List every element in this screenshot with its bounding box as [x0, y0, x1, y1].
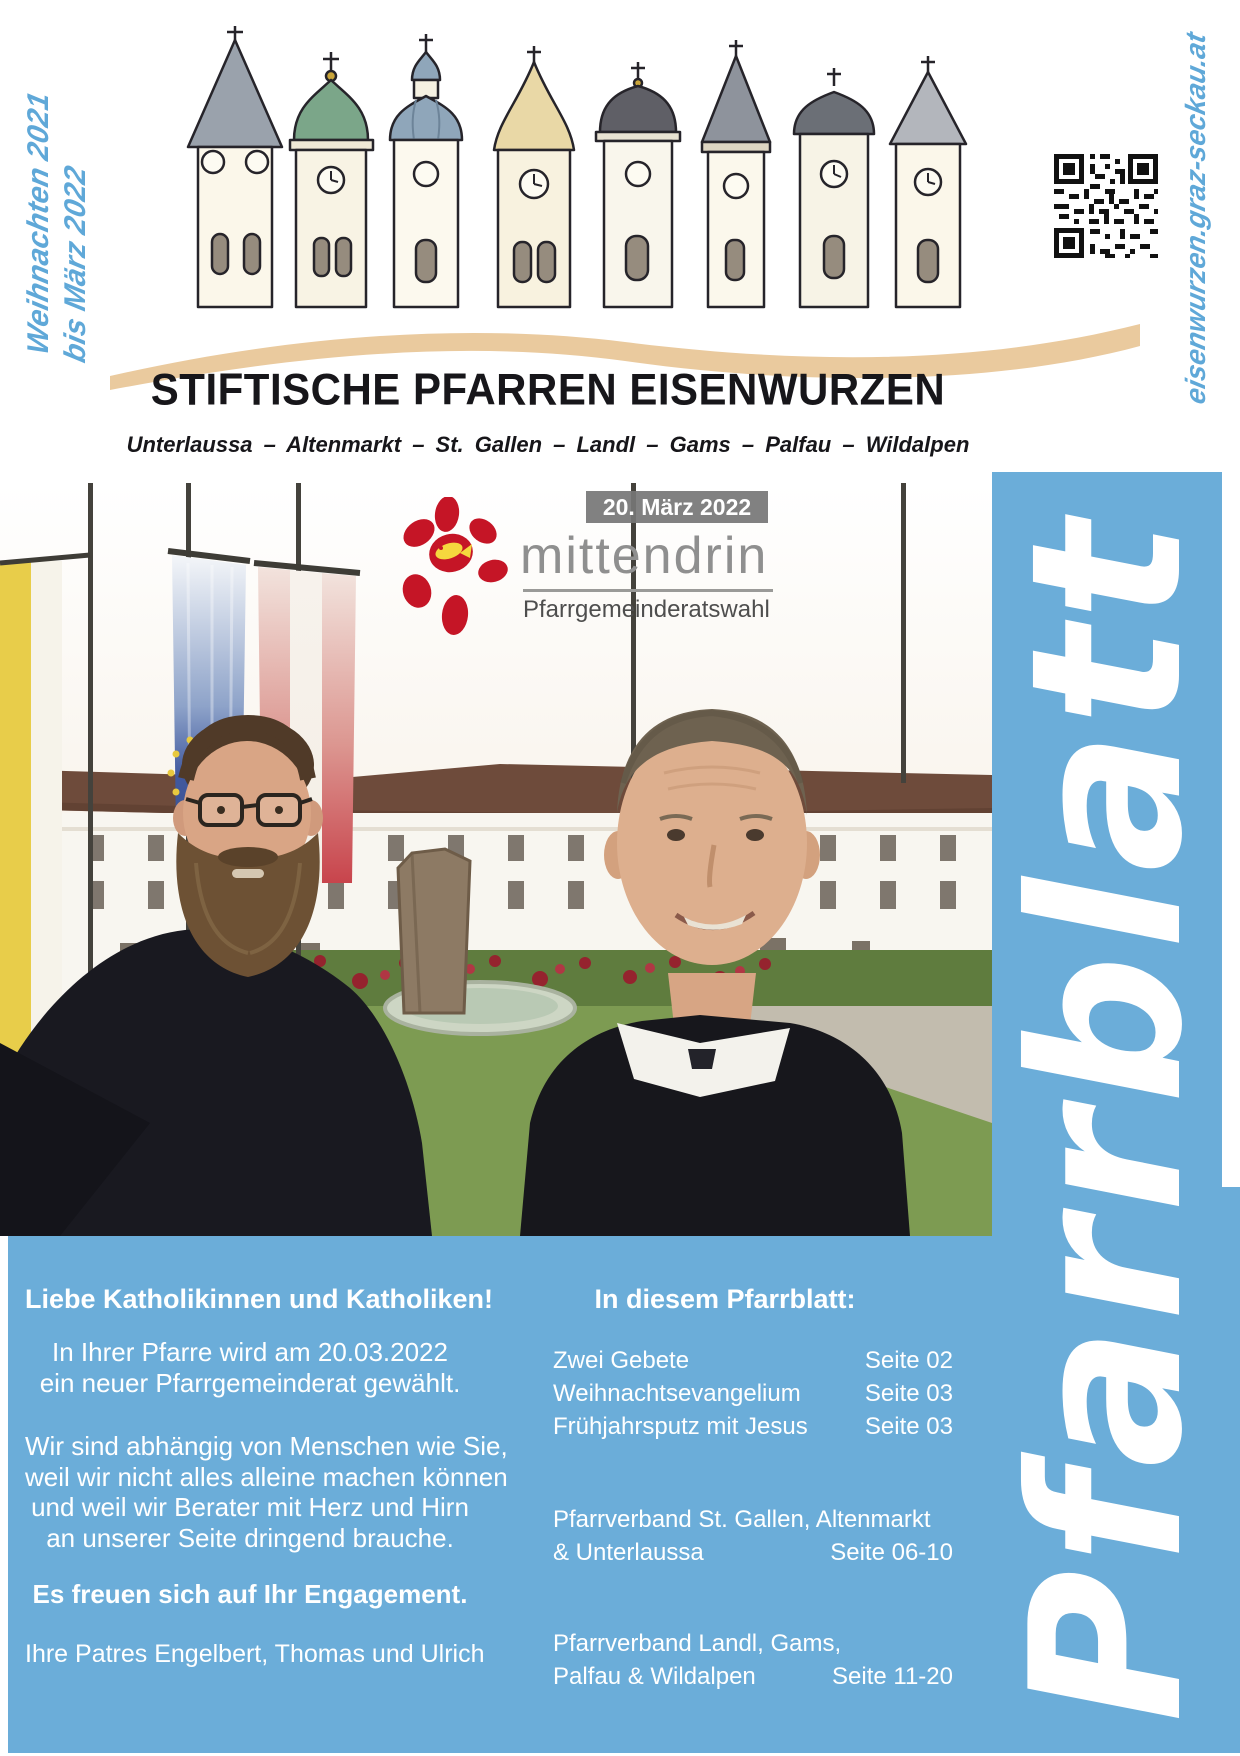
toc-label: Palfau & Wildalpen: [553, 1663, 756, 1690]
website-url: eisenwurzen.graz-seckau.at: [1180, 29, 1211, 407]
letter-signature: Ihre Patres Engelbert, Thomas und Ulrich: [25, 1640, 485, 1668]
edition-line-1: Weihnachten 2021: [22, 89, 55, 358]
toc-page: Seite 11-20: [832, 1663, 953, 1690]
edition-line-2: bis März 2022: [59, 163, 92, 366]
letter-column: [25, 1283, 508, 1669]
toc-heading: In diesem Pfarrblatt:: [594, 1284, 856, 1314]
toc-row: [553, 1627, 953, 1660]
toc-page: Seite 06-10: [830, 1539, 953, 1566]
qr-code: [1048, 148, 1164, 264]
toc-row: [553, 1344, 953, 1377]
logo-underline: [523, 589, 773, 592]
toc-label: Zwei Gebete: [553, 1347, 690, 1374]
toc-page: Seite 02: [864, 1347, 953, 1374]
logo-subline: Pfarrgemeinderatswahl: [523, 596, 770, 623]
letter-line: und weil wir Berater mit Herz und Hirn: [31, 1492, 469, 1522]
masthead-subtitle: Unterlaussa – Altenmarkt – St. Gallen – Landl – Gams – Palfau – Wildalpen: [126, 432, 970, 457]
letter-paragraph-1: [25, 1337, 475, 1399]
toc-row: [553, 1503, 953, 1536]
toc-row: [553, 1660, 953, 1693]
letter-heading: Liebe Katholikinnen und Katholiken!: [25, 1284, 494, 1314]
toc-row: [553, 1410, 953, 1443]
letter-line: Wir sind abhängig von Menschen wie Sie,: [25, 1431, 508, 1461]
vertical-title-pfarrblatt: Pfarrblatt: [987, 514, 1229, 1723]
masthead-title: STIFTISCHE PFARREN EISENWURZEN: [150, 364, 946, 414]
letter-paragraph-2: [25, 1431, 508, 1553]
letter-line: In Ihrer Pfarre wird am 20.03.2022: [52, 1337, 448, 1367]
toc-label: Weihnachtsevangelium: [553, 1380, 801, 1407]
toc-page: Seite 03: [864, 1380, 953, 1407]
church-towers-illustration: [168, 22, 1043, 334]
toc-row: [553, 1377, 953, 1410]
mittendrin-logo-icon: [393, 497, 521, 639]
letter-line: weil wir nicht alles alleine machen können: [25, 1461, 508, 1492]
date-badge: 20. März 2022: [586, 491, 768, 523]
toc-rows: [553, 1344, 953, 1693]
edition-dates: [20, 20, 94, 366]
toc-column: [497, 1283, 953, 1693]
toc-label: Pfarrverband St. Gallen, Altenmarkt: [553, 1506, 931, 1533]
toc-label: Frühjahrsputz mit Jesus: [553, 1413, 808, 1440]
toc-label: Pfarrverband Landl, Gams,: [553, 1630, 842, 1657]
toc-page: Seite 03: [864, 1413, 953, 1440]
toc-label: & Unterlaussa: [553, 1539, 704, 1566]
letter-line: ein neuer Pfarrgemeinderat gewählt.: [39, 1368, 461, 1398]
toc-row: [553, 1536, 953, 1569]
letter-closing: Es freuen sich auf Ihr Engagement.: [32, 1579, 468, 1609]
letter-line: an unserer Seite dringend brauche.: [46, 1522, 454, 1553]
mittendrin-logo-text: mittendrin: [520, 527, 769, 585]
